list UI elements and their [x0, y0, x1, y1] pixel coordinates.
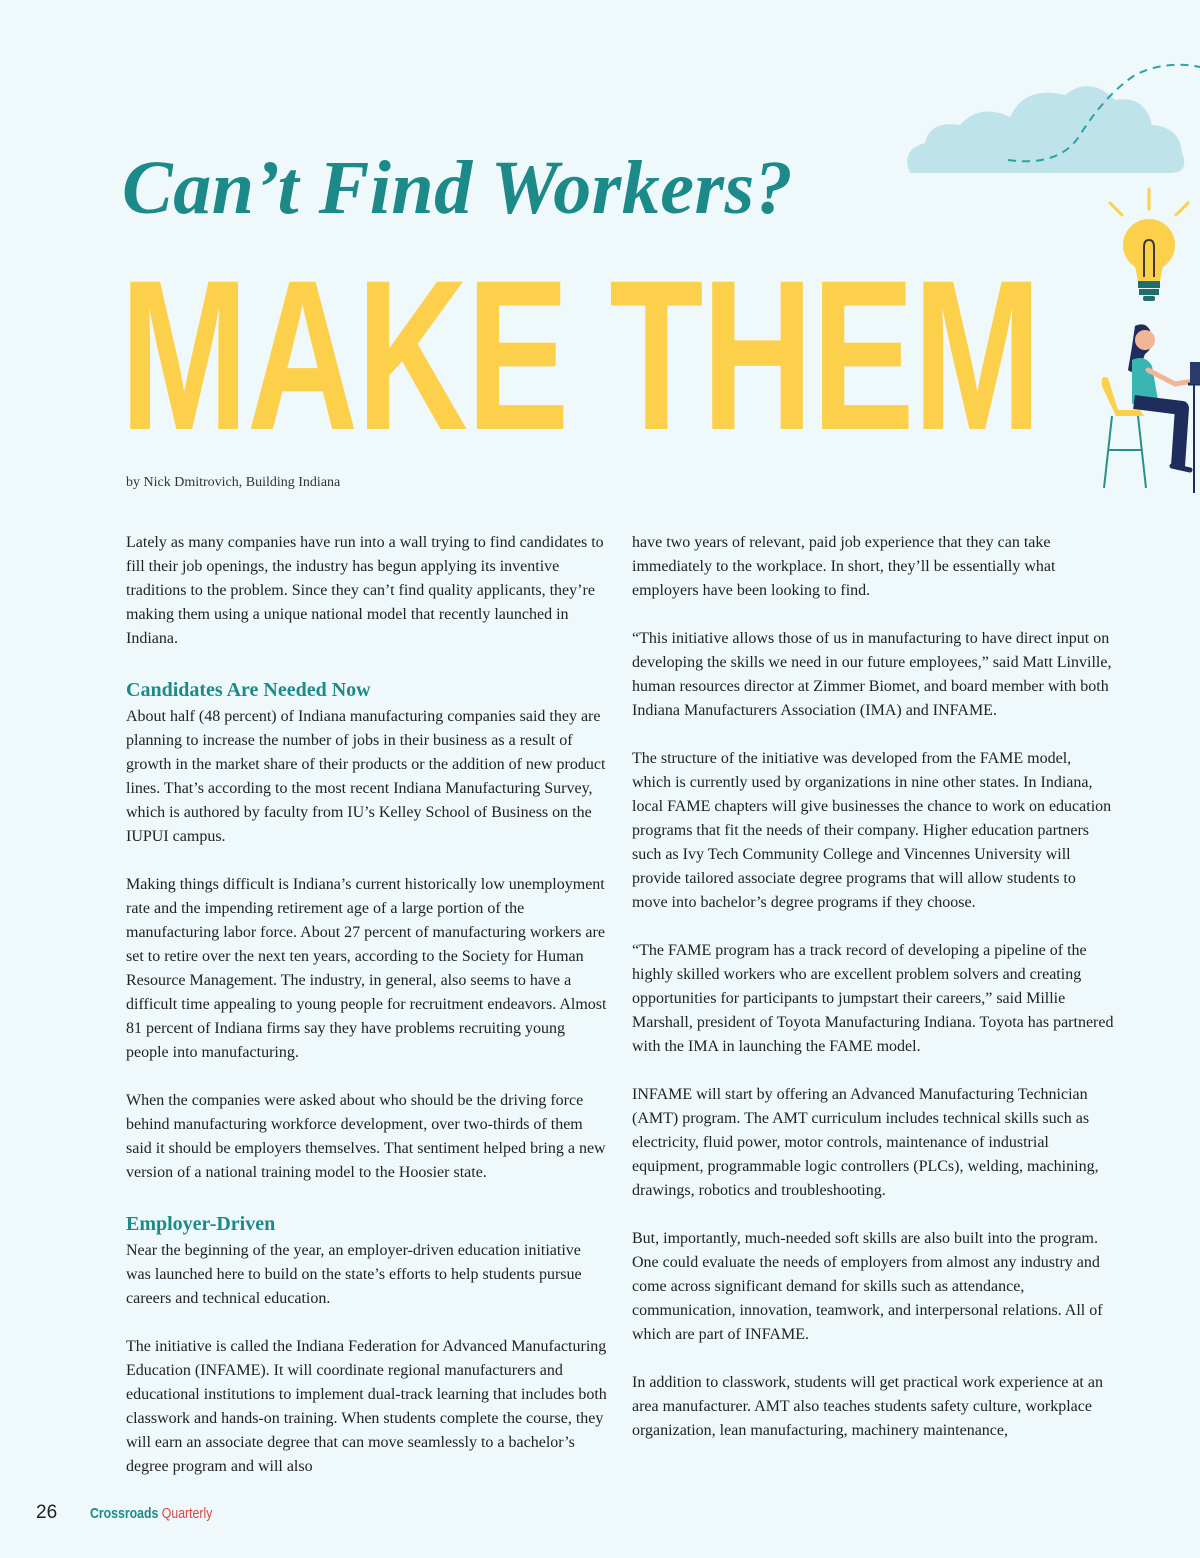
publication-name [90, 1505, 212, 1522]
lightbulb-icon [1100, 185, 1200, 310]
right-column [632, 531, 1114, 1443]
body-paragraph: But, importantly, much-needed soft skills are also built into the program. One could evaluate the needs of employers from almost any industry and come across significant demand for skills such as attendance, communication, innovation, teamwork, and interpersonal relations. All of which are part of INFAME. [632, 1230, 1103, 1343]
woman-at-desk-icon [1090, 318, 1200, 493]
publication-name-bold: Crossroads [90, 1505, 159, 1522]
body-paragraph: Making things difficult is Indiana’s current historically low unemployment rate and the impending retirement age of a large portion of the manufacturing labor force. About 27 percent of manufacturing workers are set to retire over the next ten years, according to the Society for Human Resource Management. The industry, in general, also seems to have a difficult time appealing to young people for recruitment endeavors. Almost 81 percent of Indiana firms say they have problems recruiting young people into manufacturing. [126, 876, 607, 1061]
section-heading: Employer-Driven [126, 1213, 276, 1235]
body-paragraph: About half (48 percent) of Indiana manufacturing companies said they are planning to increase the number of jobs in their business as a result of growth in the market share of their products or the addition of new product lines. That’s according to the most recent Indiana Manufacturing Survey, which is authored by faculty from IU’s Kelley School of Business on the IUPUI campus. [126, 708, 606, 845]
article-headline: MAKE THEM [120, 256, 1041, 456]
body-paragraph: have two years of relevant, paid job experience that they can take immediately to the workplace. In short, they’ll be essentially what employers have been looking to find. [632, 534, 1056, 599]
body-paragraph: When the companies were asked about who should be the driving force behind manufacturing workforce development, over two-thirds of them said it should be employers themselves. That sentiment helped bring a new version of a national training model to the Hoosier state. [126, 1092, 606, 1181]
byline: by Nick Dmitrovich, Building Indiana [126, 475, 341, 490]
article-headline-wrap [120, 256, 1050, 456]
body-paragraph: “This initiative allows those of us in manufacturing to have direct input on developing the skills we need in our future employees,” said Matt Linville, human resources director at Zimmer Biomet, and board member with both Indiana Manufacturers Association (IMA) and INFAME. [632, 630, 1112, 719]
body-paragraph: Near the beginning of the year, an employer-driven education initiative was launched here to build on the state’s efforts to help students pursue careers and technical education. [126, 1242, 582, 1307]
section-heading: Candidates Are Needed Now [126, 679, 371, 701]
publication-name-light: Quarterly [161, 1505, 213, 1522]
body-paragraph: In addition to classwork, students will get practical work experience at an area manufacturer. AMT also teaches students safety culture, workplace organization, lean manufacturing, machinery maintenance, [632, 1374, 1103, 1439]
article-kicker: Can’t Find Workers? [122, 146, 794, 230]
page-number: 26 [36, 1502, 58, 1523]
left-column [126, 531, 608, 1479]
body-paragraph: Lately as many companies have run into a wall trying to find candidates to fill their job openings, the industry has begun applying its inventive traditions to the problem. Since they can’t find quality applicants, they’re making them using a unique national model that recently launched in Indiana. [126, 534, 604, 647]
body-paragraph: INFAME will start by offering an Advanced Manufacturing Technician (AMT) program. The AMT curriculum includes technical skills such as electricity, fluid power, motor controls, maintenance of industrial equipment, programmable logic controllers (PLCs), welding, machining, drawings, robotics and troubleshooting. [632, 1086, 1099, 1199]
body-paragraph: “The FAME program has a track record of developing a pipeline of the highly skilled workers who are excellent problem solvers and creating opportunities for participants to jumpstart their careers,” said Millie Marshall, president of Toyota Manufacturing Indiana. Toyota has partnered with the IMA in launching the FAME model. [632, 942, 1114, 1055]
body-paragraph: The initiative is called the Indiana Federation for Advanced Manufacturing Education (INFAME). It will coordinate regional manufacturers and educational institutions to implement dual-track learning that includes both classwork and hands-on training. When students complete the course, they will earn an associate degree that can move seamlessly to a bachelor’s degree program and will also [126, 1338, 607, 1475]
body-paragraph: The structure of the initiative was developed from the FAME model, which is currently used by organizations in nine other states. In Indiana, local FAME chapters will give businesses the chance to work on education programs that fit the needs of their company. Higher education partners such as Ivy Tech Community College and Vincennes University will provide tailored associate degree programs that will allow students to move into bachelor’s degree programs if they choose. [632, 750, 1112, 911]
cloud-icon [890, 55, 1200, 180]
